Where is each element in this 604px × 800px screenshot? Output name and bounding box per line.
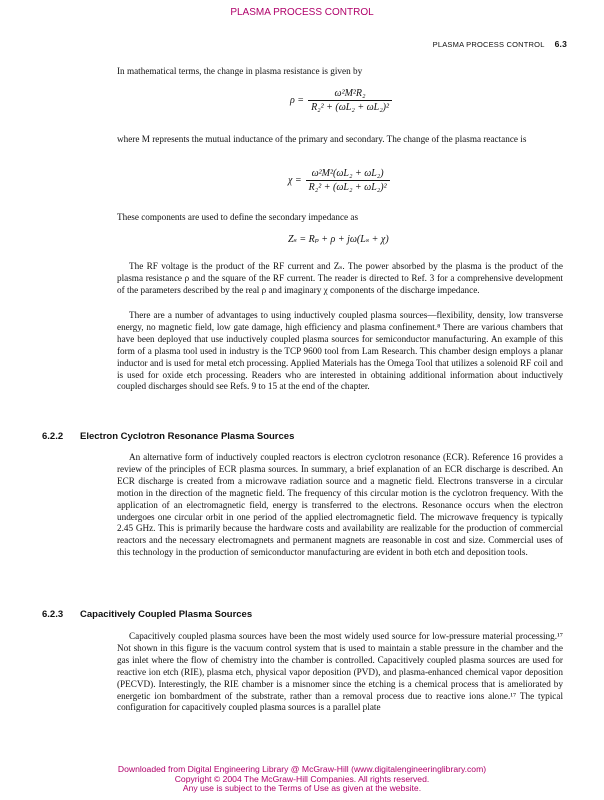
eq1-denominator: R₂² + (ωL₂ + ωL₂)²: [311, 102, 389, 113]
section-title: Electron Cyclotron Resonance Plasma Sources: [80, 431, 295, 442]
section-title: Capacitively Coupled Plasma Sources: [80, 609, 253, 620]
equation-reactance: [288, 168, 390, 193]
paragraph-ccp: Capacitively coupled plasma sources have been the most widely used source for low-pressure material processing.¹⁷ Not shown in this figure is the vacuum control system that is used to maintain a stable pressure in the chamber and the gas inlet where the flow of chemistry into the chamber is controlled. Capacitively coupled plasma sources are used for reactive ion etch (RIE), plasma etch, physical vapor deposition (PVD), and plasma-enhanced chemical vapor deposition (PECVD). Interestingly, the RIE chamber is a misnomer since the etching is a chemical process that is ameliorated by energetic ion bombardment of the substrate, rather than a removal process due to reactive ions alone.¹⁷ The typical configuration for capacitively coupled plasma sources is a parallel plate: [117, 631, 563, 713]
eq2-denominator: R₂² + (ωL₂ + ωL₂)²: [308, 182, 387, 193]
section-number: 6.2.2: [42, 431, 64, 442]
eq2-numerator: ω²M²(ωL₂ + ωL₂): [306, 168, 390, 181]
intro-text: In mathematical terms, the change in plasma resistance is given by: [117, 66, 363, 76]
page-number: 6.3: [554, 39, 567, 49]
eq1-numerator: ω²M²R₂: [308, 88, 392, 101]
equation-resistance: [290, 88, 392, 113]
footer: [0, 765, 604, 794]
after-eq2-text: These components are used to define the secondary impedance as: [117, 212, 359, 222]
top-banner: PLASMA PROCESS CONTROL: [230, 7, 374, 18]
running-head-title: PLASMA PROCESS CONTROL: [432, 40, 545, 49]
paragraph-ecr: An alternative form of inductively coupled reactors is electron cyclotron resonance (ECR). Reference 16 provides a review of the principles of ECR plasma sources. In summary, a brief explanation of an ECR discharge is described. An ECR discharge is created from a microwave radiation source and a magnetic field. Electrons transverse in a circular motion in the direction of the magnetic field. The frequency of this circular motion is the cyclotron frequency. With the application of an electromagnetic field, energy is transferred to the electrons. Resonance occurs when the electron undergoes one circular orbit in one period of the applied electromagnetic field. The microwave frequency is typically 2.45 GHz. This is primarily because the hardware costs and availability are realizable for the production of commercial reactors and the necessary electromagnets and permanent magnets are reasonable in cost and size. Commercial uses of this technology in the production of semiconductor manufacturing are evident in both etch and deposition tools.: [117, 452, 563, 558]
section-heading-ccp: [42, 609, 252, 620]
eq1-lhs: ρ =: [290, 95, 305, 106]
footer-copyright: Copyright © 2004 The McGraw-Hill Companies. All rights reserved.: [174, 773, 430, 784]
eq2-lhs: χ =: [288, 175, 302, 186]
footer-terms: Any use is subject to the Terms of Use as given at the website.: [182, 783, 422, 794]
footer-download-link[interactable]: Downloaded from Digital Engineering Library @ McGraw-Hill (www.digitalengineeringlibrary.com): [117, 764, 487, 774]
after-eq1-text: where M represents the mutual inductance of the primary and secondary. The change of the plasma reactance is: [117, 134, 527, 144]
equation-impedance: Zₛ = Rₚ + ρ + jω(Lₛ + χ): [288, 234, 389, 245]
paragraph-icp-advantages: There are a number of advantages to using inductively coupled plasma sources—flexibility, density, low transverse energy, no magnetic field, low gate damage, high efficiency and plasma confinement.⁸ There are various chambers that have been deployed that use inductively coupled plasma sources for semiconductor manufacturing. An example of this form of a plasma tool used in industry is the TCP 9600 tool from Lam Research. This chamber design employs a planar inductor and is used for metal etch processing. Applied Materials has the Omega Tool that utilizes a solenoid RF coil and is used for oxide etch processing. Readers who are interested in obtaining additional information about inductively coupled discharges should see Refs. 9 to 15 at the end of the chapter.: [117, 310, 563, 392]
running-head: [402, 39, 567, 49]
section-number: 6.2.3: [42, 609, 64, 620]
paragraph-rf-voltage: The RF voltage is the product of the RF current and Zₛ. The power absorbed by the plasma is the product of the plasma resistance ρ and the square of the RF current. The reader is directed to Ref. 3 for a comprehensive development of the parameters described by the real ρ and imaginary χ components of the discharge impedance.: [117, 261, 563, 295]
section-heading-ecr: [42, 431, 294, 442]
